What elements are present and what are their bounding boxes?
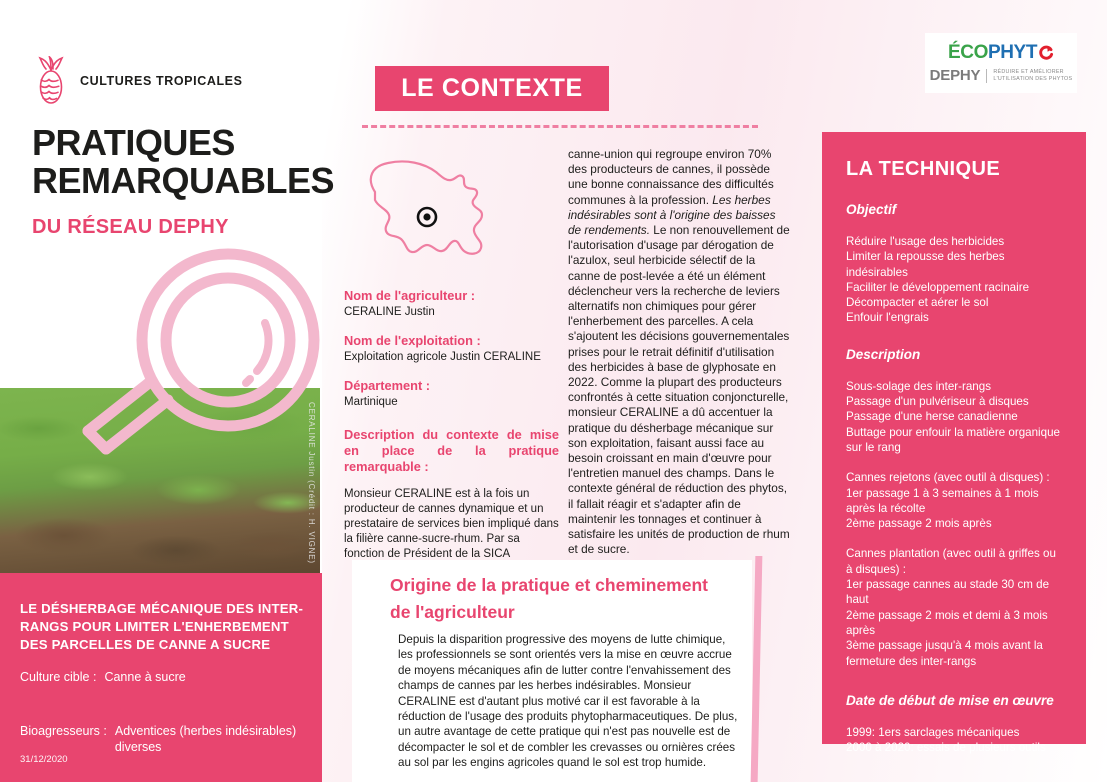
field-photo — [0, 388, 320, 573]
context-col2-italic: Les herbes indésirables sont à l'origine des baisses de rendements. — [568, 192, 776, 238]
martinique-map — [348, 145, 538, 285]
bioagresseurs-row — [20, 723, 322, 755]
list-item: Passage d'une herse canadienne — [846, 410, 1018, 424]
spacer — [846, 455, 1064, 470]
practice-summary-box — [0, 573, 322, 782]
context-description-col1: Monsieur CERALINE est à la fois un producteur de cannes dynamique et un prestataire de services bien impliqué dans la filière canne-sucre-rhum. Par sa fonction de Président de la SICA — [344, 488, 559, 560]
context-col2-part2: Le non renouvellement de l'autorisation d'usage par dérogation de l'azulox, seul herbicide sélectif de la canne de post-levée a été un élément déclencheur vers la recherche de leviers alternatifs non chimiques pour gérer l'enherbement des parcelles. A cela s'ajoutent les décisions gouvernementales prises pour le retrait définitif d'utilisation des herbicides à base de glyphosate en 2022. Comme la plupart des producteurs confrontés à cette situation conjoncturelle, monsieur CERALINE a dû accentuer la pratique du désherbage mécanique sur son exploitation, faisant aussi face au besoin croissant en main d'œuvre pour l'entretien manuel des champs. Dans le contexte général de réduction des phytos, il fallait réagir et s'adapter afin de maintenir les tonnages et continuer à satisfaire les unités de production de rhum et de sucre. — [568, 223, 790, 557]
objectif-heading: Objectif — [846, 202, 897, 217]
list-item: Sous-solage des inter-rangs — [846, 379, 992, 393]
cover-column — [0, 0, 335, 782]
recycle-arrow-icon — [1038, 45, 1054, 61]
context-col2-part1: canne-union qui regroupe environ 70% des producteurs de cannes, il possède une bonne connaissance des difficultés communes à la profession. — [568, 147, 774, 207]
list-item: Décompacter et aérer le sol — [846, 296, 989, 310]
objectif-list — [846, 234, 1064, 326]
list-item: 2000 à 2020: essais de plusieurs outils — [846, 741, 1046, 755]
farm-name-value: Exploitation agricole Justin CERALINE — [344, 351, 541, 363]
rejetons-heading: Cannes rejetons (avec outil à disques) : — [846, 471, 1050, 485]
list-item: 1999: 1ers sarclages mécaniques — [846, 725, 1020, 739]
page-title-line2: REMARQUABLES — [32, 160, 335, 201]
culture-row — [20, 669, 186, 685]
page-title — [32, 122, 335, 201]
logo-dephy-text: DEPHY — [929, 67, 981, 84]
description-heading: Description — [846, 346, 921, 362]
context-banner-label: LE CONTEXTE — [401, 74, 583, 102]
date-list — [846, 725, 1064, 756]
page-subtitle: DU RÉSEAU DEPHY — [32, 216, 229, 238]
pineapple-icon — [34, 56, 68, 106]
photo-credit: CERALINE Justin (Crédit : H. VIGNE) — [307, 402, 316, 564]
publication-date: 31/12/2020 — [20, 754, 68, 765]
logo-ecophyto — [948, 42, 1054, 64]
culture-value: Canne à sucre — [104, 670, 186, 684]
context-description-col2 — [568, 147, 790, 557]
list-item: Enfouir l'engrais — [846, 311, 929, 325]
farm-name-label: Nom de l'exploitation : — [344, 333, 481, 348]
logo-dephy-row — [930, 67, 1073, 84]
list-item: Buttage pour enfouir la matière organique sur le rang — [846, 425, 1060, 454]
spacer — [846, 531, 1064, 546]
list-item: Passage d'un pulvériseur à disques — [846, 395, 1029, 409]
logo-tagline — [986, 69, 1072, 83]
technique-title: LA TECHNIQUE — [846, 158, 1001, 180]
list-item: Faciliter le développement racinaire — [846, 280, 1030, 294]
bioagresseurs-value: Adventices (herbes indésirables) diverses — [114, 724, 297, 754]
logo-phyt-text: PHYT — [987, 42, 1038, 63]
dashed-separator — [362, 125, 758, 128]
logo-eco-text: ÉCO — [947, 42, 988, 63]
page-title-line1: PRATIQUES — [32, 122, 235, 163]
ecophyto-dephy-logo — [925, 33, 1077, 93]
list-item: 2ème passage 2 mois après — [846, 517, 992, 531]
list-item: 1er passage 1 à 3 semaines à 1 mois après la récolte — [846, 486, 1039, 515]
list-item: 2ème passage 2 mois et demi à 3 mois après — [846, 608, 1048, 637]
list-item: Limiter la repousse des herbes indésirables — [846, 250, 1005, 279]
technique-panel — [822, 132, 1086, 755]
department-label: Département : — [344, 378, 431, 393]
farmer-name-value: CERALINE Justin — [344, 306, 435, 318]
department-value: Martinique — [344, 396, 398, 408]
martinique-map-icon — [348, 145, 538, 285]
bioagresseurs-label: Bioagresseurs : — [20, 724, 107, 738]
description-list — [846, 379, 1064, 669]
list-item: 3ème passage jusqu'à 4 mois avant la fermeture des inter-rangs — [846, 639, 1043, 668]
context-description-label: Description du contexte de mise en place de la pratique remarquable : — [344, 427, 559, 474]
plantation-heading: Cannes plantation (avec outil à griffes ou à disques) : — [846, 547, 1056, 576]
brand-label: CULTURES TROPICALES — [80, 74, 243, 88]
practice-title: LE DÉSHERBAGE MÉCANIQUE DES INTER-RANGS POUR LIMITER L'ENHERBEMENT DES PARCELLES DE CANNE A SUCRE — [20, 601, 304, 652]
farmer-info-block — [344, 288, 559, 562]
culture-label: Culture cible : — [20, 670, 97, 684]
list-item: 1er passage cannes au stade 30 cm de haut — [846, 578, 1050, 607]
date-heading: Date de début de mise en œuvre — [846, 692, 1054, 708]
origine-title: Origine de la pratique et cheminement de l'agriculteur — [390, 575, 708, 622]
context-banner — [375, 66, 609, 111]
list-item: Réduire l'usage des herbicides — [846, 235, 1005, 248]
logo-tagline-line1: RÉDUIRE ET AMÉLIORER — [993, 68, 1064, 75]
logo-tagline-line2: L'UTILISATION DES PHYTOS — [993, 75, 1073, 82]
farmer-name-label: Nom de l'agriculteur : — [344, 288, 476, 303]
brand-row — [34, 56, 243, 106]
origine-body: Depuis la disparition progressive des moyens de lutte chimique, les professionnels se sont orientés vers la mise en œuvre accrue de moyens mécaniques afin de lutter contre l'envahissement des champs de cannes par les herbes indésirables. Monsieur CERALINE est d'autant plus motivé car il est favorable à la réduction de l'usage des produits phytopharmaceutiques. De plus, un autre avantage de cette pratique qui n'est pas nouvelle est de décompacter le sol et de combler les crevasses ou ornières crées au sol par les engins agricoles quand le sol est trop humide. — [398, 633, 738, 770]
